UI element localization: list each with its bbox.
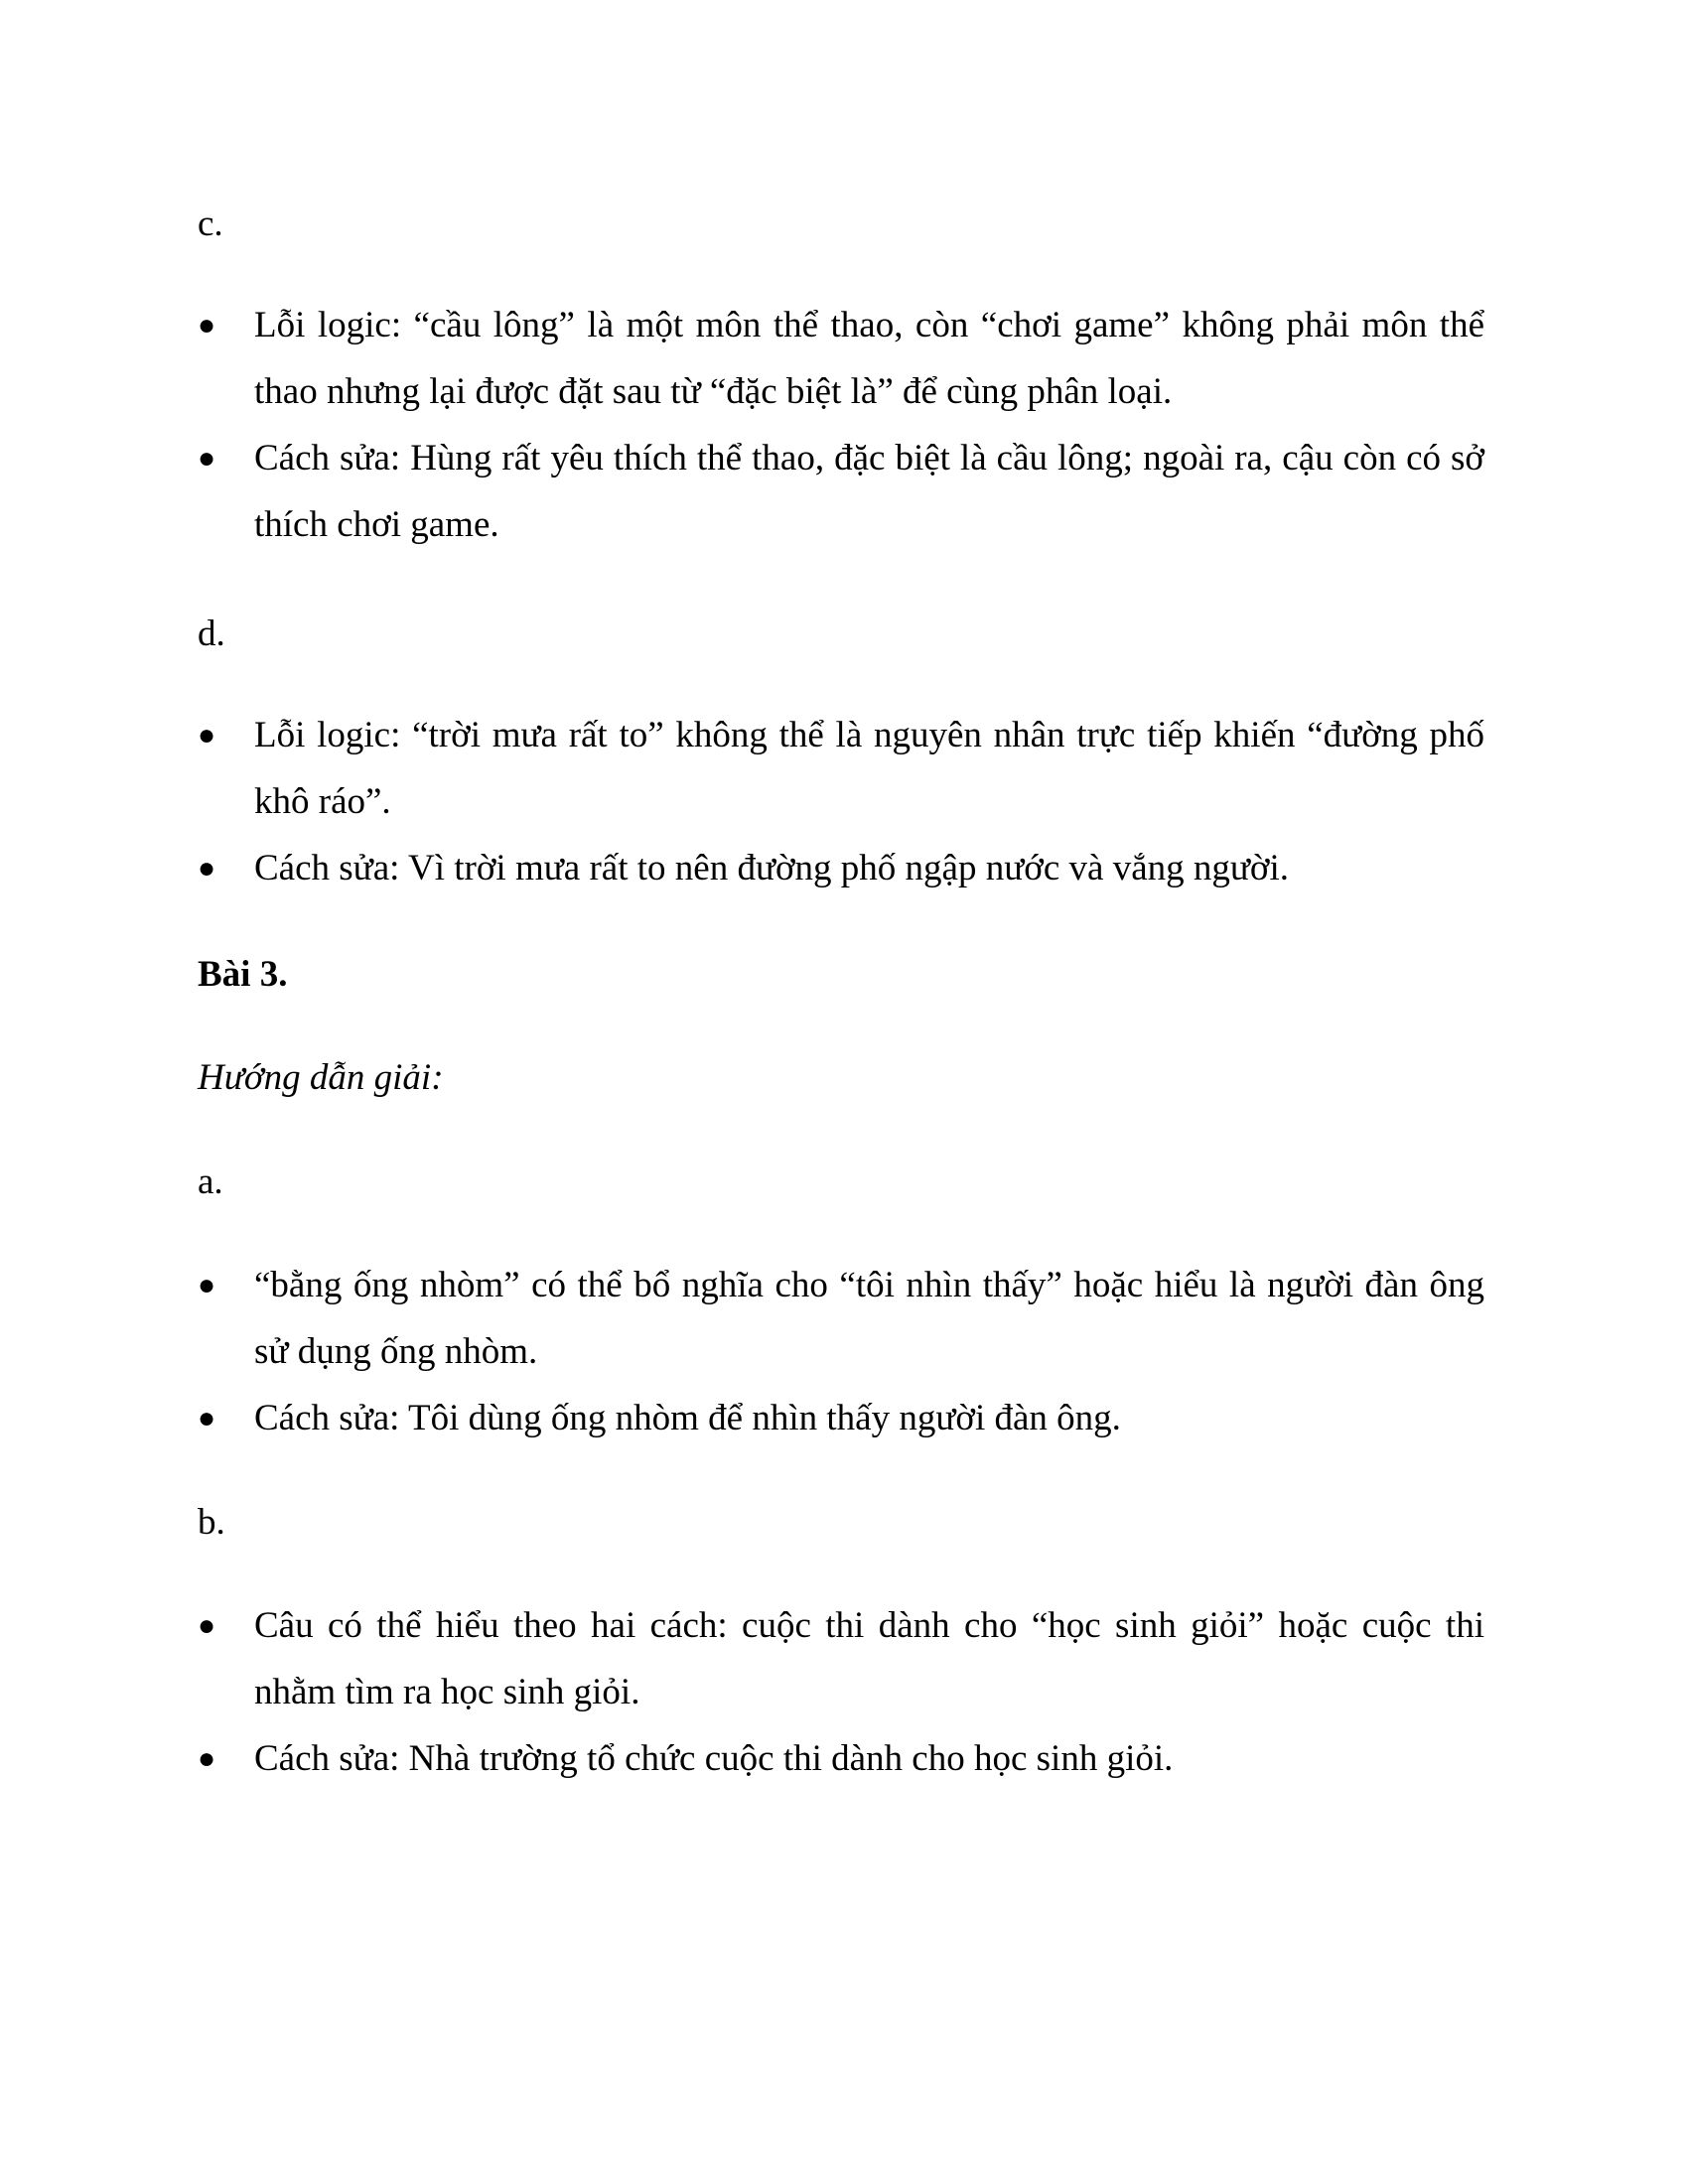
list-item-text: Cách sửa: Nhà trường tổ chức cuộc thi dành cho học sinh giỏi.: [254, 1738, 1174, 1779]
bullet-icon: ●: [198, 1742, 216, 1775]
item-label-d: d.: [198, 614, 225, 654]
list-item: [198, 292, 1484, 425]
list-item-text: Cách sửa: Tôi dùng ống nhòm để nhìn thấy người đàn ông.: [254, 1398, 1121, 1438]
bullet-icon: ●: [198, 852, 216, 885]
bullet-icon: ●: [198, 442, 216, 475]
list-item: [198, 1725, 1484, 1792]
bullet-icon: ●: [198, 1402, 216, 1434]
list-item: [198, 1592, 1484, 1725]
list-item-text: “bằng ống nhòm” có thể bổ nghĩa cho “tôi nhìn thấy” hoặc hiểu là người đàn ông sử dụng ống nhòm.: [254, 1265, 1484, 1372]
list-item: [198, 425, 1484, 558]
list-item-text: Cách sửa: Vì trời mưa rất to nên đường phố ngập nước và vắng người.: [254, 848, 1290, 888]
list-item-text: Câu có thể hiểu theo hai cách: cuộc thi dành cho “học sinh giỏi” hoặc cuộc thi nhằm tìm ra học sinh giỏi.: [254, 1605, 1484, 1712]
list-item-text: Lỗi logic: “trời mưa rất to” không thể là nguyên nhân trực tiếp khiến “đường phố khô ráo”.: [254, 715, 1484, 822]
list-item: [198, 702, 1484, 835]
list-item-text: Cách sửa: Hùng rất yêu thích thể thao, đặc biệt là cầu lông; ngoài ra, cậu còn có sở thích chơi game.: [254, 438, 1484, 545]
item-label-c: c.: [198, 204, 223, 244]
list-item-text: Lỗi logic: “cầu lông” là một môn thể thao, còn “chơi game” không phải môn thể thao nhưng lại được đặt sau từ “đặc biệt là” để cùng phân loại.: [254, 305, 1484, 412]
bullet-icon: ●: [198, 1269, 216, 1301]
list-item: [198, 1385, 1484, 1451]
solution-subheading: Hướng dẫn giải:: [198, 1057, 444, 1098]
item-label-a: a.: [198, 1161, 223, 1202]
bullet-icon: ●: [198, 719, 216, 751]
list-item: [198, 1252, 1484, 1385]
item-label-b: b.: [198, 1502, 225, 1543]
exercise-heading: Bài 3.: [198, 954, 288, 995]
bullet-icon: ●: [198, 309, 216, 341]
list-item: [198, 835, 1484, 901]
bullet-icon: ●: [198, 1609, 216, 1642]
